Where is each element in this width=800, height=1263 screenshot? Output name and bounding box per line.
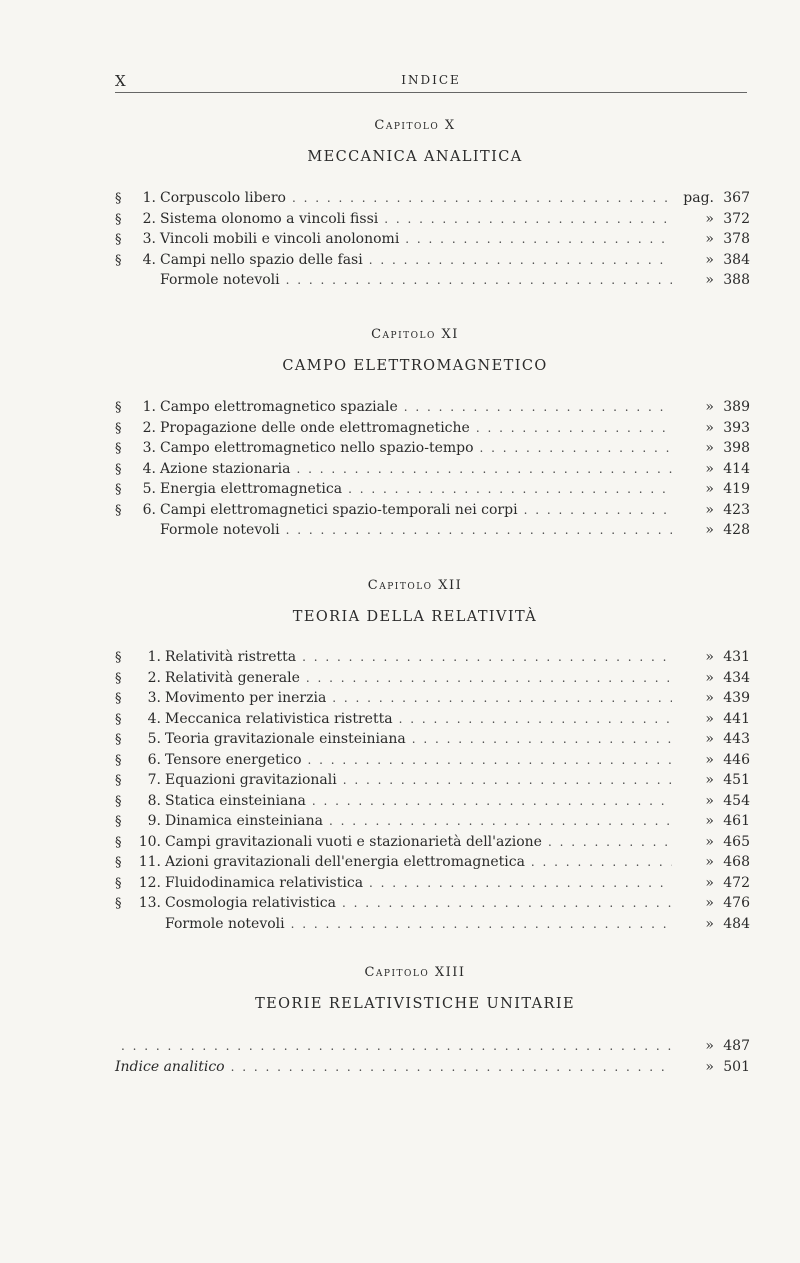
dot-leader (286, 270, 672, 291)
page-reference: 378 (723, 231, 750, 247)
section-symbol: § (115, 252, 122, 268)
page-prefix: » (705, 792, 714, 809)
chapter-label: Capitolo XI (371, 327, 459, 342)
dot-leader (405, 229, 672, 250)
page-prefix: » (705, 501, 714, 518)
entry-title: Campi nello spazio delle fasi (160, 251, 363, 268)
page-reference: 484 (723, 915, 750, 932)
entry-number: 13. (138, 895, 161, 911)
page-prefix: » (705, 272, 714, 288)
page-reference: 393 (723, 419, 750, 436)
page-prefix: » (705, 251, 714, 268)
toc-entry[interactable] (115, 832, 750, 853)
entry-number: 3. (142, 440, 156, 456)
toc-entry[interactable] (115, 1036, 750, 1057)
entry-title: Movimento per inerzia (165, 690, 327, 706)
page-reference: 431 (723, 649, 750, 665)
toc-list (115, 397, 750, 541)
section-symbol: § (115, 711, 122, 727)
dot-leader (332, 688, 672, 709)
page-reference: 439 (723, 690, 750, 706)
entry-title: Formole notevoli (160, 522, 280, 538)
page-reference: 476 (723, 895, 750, 911)
entry-title: Relatività generale (165, 669, 300, 686)
toc-entry[interactable] (115, 688, 750, 709)
entry-number: 2. (142, 419, 156, 436)
toc-entry[interactable] (115, 520, 750, 541)
dot-leader (302, 647, 672, 668)
entry-title: Campi gravitazionali vuoti e stazionarietà dell'azione (165, 833, 542, 850)
entry-title: Sistema olonomo a vincoli fissi (160, 210, 379, 227)
dot-leader (342, 893, 672, 914)
page-reference: 434 (723, 669, 750, 686)
entry-number: 4. (142, 460, 156, 477)
page-prefix: pag. (683, 190, 714, 206)
dot-leader (291, 914, 672, 935)
page-prefix: » (705, 854, 714, 870)
page-prefix: » (705, 210, 714, 227)
page-prefix: » (705, 440, 714, 456)
section-symbol: § (115, 732, 122, 747)
dot-leader (292, 188, 672, 209)
toc-entry[interactable] (115, 270, 750, 291)
chapter-heading (0, 965, 800, 1012)
toc-entry[interactable] (115, 209, 750, 230)
toc-entry[interactable] (115, 668, 750, 689)
page-reference: 465 (723, 833, 750, 850)
section-symbol: § (115, 232, 122, 247)
page-prefix: » (705, 833, 714, 850)
page-reference: 398 (723, 440, 750, 456)
page-prefix: » (705, 231, 714, 247)
page-reference: 501 (723, 1058, 750, 1075)
toc-entry[interactable] (115, 418, 750, 439)
section-symbol: § (115, 191, 122, 206)
section-symbol: § (115, 691, 122, 706)
chapter-title: MECCANICA ANALITICA (307, 149, 523, 165)
entry-number: 1. (147, 649, 161, 665)
page-prefix: » (705, 522, 714, 538)
page-reference: 389 (723, 399, 750, 415)
chapter-title: TEORIA DELLA RELATIVITÀ (292, 609, 538, 625)
entry-number: 10. (138, 833, 161, 850)
running-title: INDICE (401, 73, 461, 87)
page-reference: 487 (723, 1038, 750, 1054)
dot-leader (412, 729, 672, 750)
dot-leader (531, 852, 672, 873)
toc-entry[interactable] (115, 791, 750, 812)
entry-title: Azioni gravitazionali dell'energia elettromagnetica (165, 854, 525, 870)
page-prefix: » (705, 813, 714, 829)
toc-list (115, 188, 750, 291)
entry-number: 5. (147, 731, 161, 747)
section-symbol: § (115, 896, 122, 911)
entry-number: 6. (142, 501, 156, 518)
page-header (115, 70, 747, 93)
page-reference: 388 (723, 272, 750, 288)
entry-title: Meccanica relativistica ristretta (165, 710, 393, 727)
toc-entry[interactable] (115, 500, 750, 521)
entry-title: Statica einsteiniana (165, 792, 306, 809)
entry-number: 1. (142, 399, 156, 415)
dot-leader (384, 209, 672, 230)
toc-list (115, 647, 750, 934)
toc-entry[interactable] (115, 188, 750, 209)
toc-entry[interactable] (115, 1057, 750, 1078)
entry-title: Cosmologia relativistica (165, 895, 336, 911)
dot-leader (308, 750, 673, 771)
dot-leader (329, 811, 672, 832)
entry-title: Campo elettromagnetico nello spazio-tempo (160, 440, 474, 456)
entry-number: 2. (147, 669, 161, 686)
toc-list (115, 1036, 750, 1077)
entry-title: Fluidodinamica relativistica (165, 874, 364, 891)
toc-entry[interactable] (115, 914, 750, 935)
chapter-title: CAMPO ELETTROMAGNETICO (282, 358, 548, 374)
dot-leader (524, 500, 672, 521)
section-symbol: § (115, 834, 122, 850)
entry-number: 3. (147, 690, 161, 706)
entry-number: 8. (147, 792, 161, 809)
dot-leader (404, 397, 672, 418)
toc-entry[interactable] (115, 709, 750, 730)
entry-title: Equazioni gravitazionali (165, 772, 337, 788)
chapter-title: TEORIE RELATIVISTICHE UNITARIE (255, 996, 575, 1012)
entry-number: 11. (138, 854, 161, 870)
dot-leader (369, 873, 672, 894)
page-reference: 443 (723, 731, 750, 747)
dot-leader (286, 520, 672, 541)
toc-entry[interactable] (115, 770, 750, 791)
page-reference: 446 (723, 751, 750, 768)
section-symbol: § (115, 650, 122, 665)
entry-number: 12. (138, 874, 161, 891)
entry-title: Teoria gravitazionale einsteiniana (165, 731, 406, 747)
chapter-label: Capitolo XIII (364, 965, 466, 980)
chapter-heading (0, 327, 800, 374)
dot-leader (369, 250, 672, 271)
entry-title: Vincoli mobili e vincoli anolonomi (160, 231, 400, 247)
page-prefix: » (705, 1058, 714, 1075)
section-symbol: § (115, 441, 122, 456)
page-reference: 451 (723, 772, 750, 788)
page-prefix: » (705, 895, 714, 911)
section-symbol: § (115, 420, 122, 436)
dot-leader (312, 791, 672, 812)
section-symbol: § (115, 773, 122, 788)
section-symbol: § (115, 752, 122, 768)
section-symbol: § (115, 482, 122, 497)
page-prefix: » (705, 669, 714, 686)
entry-title: Propagazione delle onde elettromagnetiche (160, 419, 470, 436)
page-prefix: » (705, 419, 714, 436)
dot-leader (343, 770, 672, 791)
entry-number: 6. (147, 751, 161, 768)
toc-entry[interactable] (115, 729, 750, 750)
entry-title: Relatività ristretta (165, 649, 297, 665)
dot-leader (480, 438, 672, 459)
entry-title: Formole notevoli (165, 915, 285, 932)
toc-entry[interactable] (115, 811, 750, 832)
entry-title: Tensore energetico (165, 751, 302, 768)
page-number: X (115, 72, 127, 90)
dot-leader (548, 832, 672, 853)
page-prefix: » (705, 915, 714, 932)
entry-title: Indice analitico (115, 1058, 225, 1075)
page-prefix: » (705, 690, 714, 706)
entry-number: 1. (142, 190, 156, 206)
page-reference: 419 (723, 481, 750, 497)
toc-entry[interactable] (115, 893, 750, 914)
entry-title: Campi elettromagnetici spazio-temporali nei corpi (160, 501, 518, 518)
entry-number: 4. (142, 251, 156, 268)
page-prefix: » (705, 874, 714, 891)
entry-number: 2. (142, 210, 156, 227)
section-symbol: § (115, 670, 122, 686)
entry-title: Corpuscolo libero (160, 190, 286, 206)
entry-number: 3. (142, 231, 156, 247)
section-symbol: § (115, 461, 122, 477)
toc-entry[interactable] (115, 873, 750, 894)
toc-entry[interactable] (115, 479, 750, 500)
entry-title: Dinamica einsteiniana (165, 813, 324, 829)
section-symbol: § (115, 502, 122, 518)
section-symbol: § (115, 211, 122, 227)
page-reference: 441 (723, 710, 750, 727)
chapter-heading (0, 118, 800, 165)
entry-number: 7. (147, 772, 161, 788)
page-reference: 454 (723, 792, 750, 809)
dot-leader (306, 668, 672, 689)
dot-leader (348, 479, 672, 500)
toc-entry[interactable] (115, 229, 750, 250)
page-reference: 423 (723, 501, 750, 518)
entry-title: Azione stazionaria (160, 460, 291, 477)
entry-number: 4. (147, 710, 161, 727)
page-reference: 372 (723, 210, 750, 227)
page-reference: 468 (723, 854, 750, 870)
chapter-label: Capitolo X (374, 118, 456, 133)
toc-entry[interactable] (115, 647, 750, 668)
section-symbol: § (115, 814, 122, 829)
page-prefix: » (705, 399, 714, 415)
page-reference: 472 (723, 874, 750, 891)
page-prefix: » (705, 1038, 714, 1054)
chapter-label: Capitolo XII (367, 578, 463, 593)
toc-entry[interactable] (115, 750, 750, 771)
entry-number: 5. (142, 481, 156, 497)
page-prefix: » (705, 751, 714, 768)
entry-title: Energia elettromagnetica (160, 481, 343, 497)
section-symbol: § (115, 875, 122, 891)
page-reference: 384 (723, 251, 750, 268)
toc-entry[interactable] (115, 852, 750, 873)
page-reference: 367 (723, 190, 750, 206)
section-symbol: § (115, 855, 122, 870)
toc-entry[interactable] (115, 459, 750, 480)
toc-entry[interactable] (115, 438, 750, 459)
section-symbol: § (115, 400, 122, 415)
entry-number: 9. (147, 813, 161, 829)
entry-title: Campo elettromagnetico spaziale (160, 399, 398, 415)
page-prefix: » (705, 481, 714, 497)
page-prefix: » (705, 731, 714, 747)
dot-leader (399, 709, 672, 730)
dot-leader (476, 418, 672, 439)
dot-leader (121, 1036, 672, 1057)
page-prefix: » (705, 772, 714, 788)
dot-leader (296, 459, 672, 480)
page-reference: 414 (723, 460, 750, 477)
chapter-heading (0, 578, 800, 625)
page-prefix: » (705, 710, 714, 727)
page-reference: 428 (723, 522, 750, 538)
section-symbol: § (115, 793, 122, 809)
page-prefix: » (705, 649, 714, 665)
page-reference: 461 (723, 813, 750, 829)
page-prefix: » (705, 460, 714, 477)
entry-title: Formole notevoli (160, 272, 280, 288)
toc-entry[interactable] (115, 250, 750, 271)
dot-leader (231, 1057, 672, 1078)
toc-entry[interactable] (115, 397, 750, 418)
